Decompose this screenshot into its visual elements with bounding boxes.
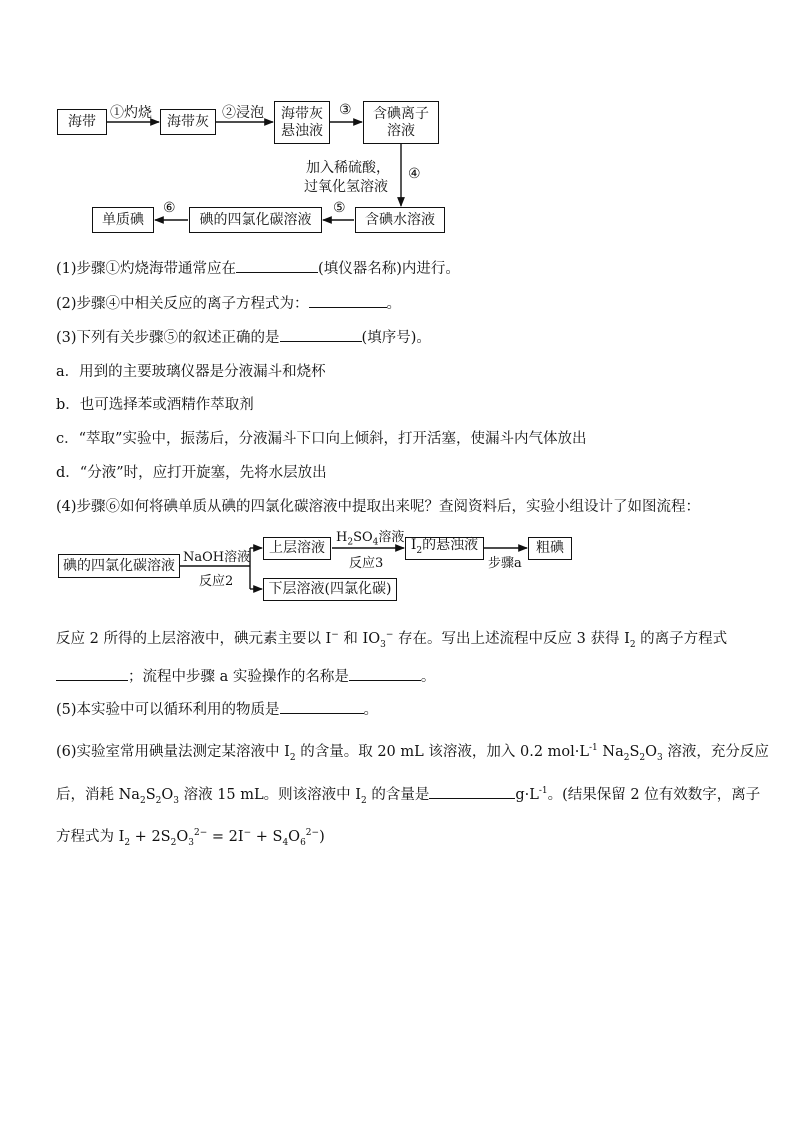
step3-label: ③ — [339, 102, 352, 118]
q6-blank[interactable] — [429, 784, 515, 799]
q6-l1a: (6)实验室常用碘量法测定某溶液中 I — [56, 744, 290, 760]
q6-l1-sub-i2: 2 — [289, 752, 296, 763]
q4b-sup2: − — [385, 630, 394, 641]
step1-label: ①灼烧 — [110, 105, 152, 121]
q2-post: 。 — [386, 296, 402, 312]
step-a-label: 步骤a — [488, 556, 522, 571]
box-danzhi — [92, 207, 154, 233]
q1-blank[interactable] — [236, 258, 318, 273]
q5-blank[interactable] — [280, 699, 364, 714]
q6-l2c: O — [161, 787, 174, 803]
box-lizi-l1: 含碘离子 — [373, 105, 429, 122]
q6-l3-sup1: 2− — [193, 828, 208, 839]
q6-l2-sub-o: 3 — [173, 795, 179, 806]
box-xuanzhuoye — [274, 101, 330, 144]
box-lower-label: 下层溶液(四氯化碳) — [268, 581, 392, 597]
box-cudian-label: 粗碘 — [536, 540, 564, 556]
option-c: c．“萃取”实验中，振荡后，分液漏斗下口向上倾斜，打开活塞，使漏斗内气体放出 — [56, 431, 587, 447]
h2so4-so: SO — [353, 530, 373, 545]
box-xuanzhuoye-l2: 悬浊液 — [281, 122, 323, 139]
q4b-t4: 的离子方程式 — [635, 631, 728, 647]
box-upper-label: 上层溶液 — [269, 540, 325, 556]
box-shuirongye — [355, 207, 445, 233]
q5-pre: (5)本实验中可以循环利用的物质是 — [56, 702, 280, 718]
step6-label: ⑥ — [163, 200, 176, 216]
q6-l2-sub-i2: 2 — [360, 795, 367, 806]
box-haidai-label: 海带 — [68, 113, 96, 130]
option-d: d．“分液”时，应打开旋塞，先将水层放出 — [56, 465, 327, 481]
q6-l1-sub-na: 2 — [623, 752, 630, 763]
q6-l3-sup3: 2− — [305, 828, 320, 839]
step5-label: ⑤ — [333, 200, 346, 216]
h2so4-tail: 溶液 — [378, 530, 405, 545]
q6-l2-sup: -1 — [538, 786, 548, 797]
q4b-sup1: − — [331, 630, 339, 641]
box-flow2-start — [58, 554, 180, 578]
q4b-t6: 。 — [420, 669, 436, 685]
q6-l2g: 。(结果保留 2 位有效数字，离子 — [547, 787, 761, 803]
h2so4-sub2: 2 — [347, 537, 354, 548]
q6-l3-sub-s1: 2 — [170, 837, 177, 848]
box-i2 — [405, 537, 484, 560]
q4b-t1: 反应 2 所得的上层溶液中，碘元素主要以 I — [56, 631, 332, 647]
option-b: b．也可选择苯或酒精作萃取剂 — [56, 397, 254, 413]
fy2-label: 反应2 — [199, 574, 234, 589]
q4-line: (4)步骤⑥如何将碘单质从碘的四氯化碳溶液中提取出来呢？查阅资料后，实验小组设计了如图流程： — [56, 499, 701, 515]
q4b-t3: 存在。写出上述流程中反应 3 获得 I — [393, 631, 630, 647]
box-flow2-start-label: 碘的四氯化碳溶液 — [63, 557, 175, 574]
q6-l3-sub-o6: 6 — [300, 837, 306, 848]
q6-l1-sub-o: 3 — [657, 752, 663, 763]
box-i2-sub: 2 — [416, 545, 423, 556]
q4b-line1 — [56, 627, 727, 650]
box-sicl-label: 碘的四氯化碳溶液 — [199, 211, 312, 228]
h2so4-sub4: 4 — [372, 537, 379, 548]
box-sicl — [189, 207, 322, 233]
q6-l2-sub-s: 2 — [155, 795, 162, 806]
box-upper — [263, 537, 331, 560]
q6-l3d: = 2I — [207, 829, 244, 845]
q6-l3e: + S — [251, 829, 283, 845]
q6-l1d: S — [629, 744, 640, 760]
q5-post: 。 — [363, 702, 379, 718]
q4b-t2: 和 IO — [338, 631, 381, 647]
q6-l3f: O — [288, 829, 301, 845]
box-lizi — [363, 101, 439, 144]
q6-l3-sub-o1: 3 — [188, 837, 194, 848]
q6-l2d: 溶液 15 mL。则该溶液中 I — [178, 787, 361, 803]
box-lower — [263, 578, 397, 601]
step4-label: ④ — [408, 166, 421, 182]
q4b-line2 — [56, 665, 435, 686]
q3-line — [56, 326, 431, 347]
box-danzhi-label: 单质碘 — [102, 211, 144, 228]
q6-l3-sup2: − — [243, 828, 252, 839]
step4-text-l2: 过氧化氢溶液 — [304, 179, 388, 195]
q6-line1 — [56, 740, 769, 763]
q6-l1f: 溶液，充分反应 — [662, 744, 769, 760]
fy3-label: 反应3 — [349, 556, 384, 571]
q6-l2b: S — [145, 787, 156, 803]
q6-l3-sub-s4: 4 — [282, 837, 289, 848]
box-xuanzhuoye-l1: 海带灰 — [281, 105, 323, 122]
q6-line3 — [56, 825, 325, 848]
q5-line — [56, 698, 378, 719]
q6-l2e: 的含量是 — [366, 787, 430, 803]
q6-l2f: g·L — [515, 787, 539, 803]
step2-label: ②浸泡 — [222, 105, 264, 121]
box-cudian — [528, 537, 572, 560]
q4b-blank2[interactable] — [349, 666, 421, 681]
box-i2-label — [411, 537, 478, 560]
q6-l1-sub-s: 2 — [639, 752, 646, 763]
q3-pre: (3)下列有关步骤⑤的叙述正确的是 — [56, 330, 280, 346]
q1-line — [56, 257, 460, 278]
q2-pre: (2)步骤④中相关反应的离子方程式为： — [56, 296, 309, 312]
q4b-sub3: 3 — [380, 639, 386, 650]
q6-l1c: Na — [597, 744, 624, 760]
q2-blank[interactable] — [309, 293, 387, 308]
q6-l3g: ) — [319, 829, 325, 845]
step4-text-l1: 加入稀硫酸， — [306, 160, 390, 176]
q4b-t5: ；流程中步骤 a 实验操作的名称是 — [128, 669, 349, 685]
q1-post: (填仪器名称)内进行。 — [318, 261, 460, 277]
q4b-sub2: 2 — [629, 639, 636, 650]
box-lizi-l2: 溶液 — [387, 122, 415, 139]
q6-l3-sub-i2: 2 — [124, 837, 131, 848]
box-i2-pre: I — [410, 537, 417, 554]
option-a: a．用到的主要玻璃仪器是分液漏斗和烧杯 — [56, 364, 326, 380]
q6-line2 — [56, 783, 760, 806]
q6-l1e: O — [645, 744, 658, 760]
naoh-label: NaOH溶液 — [183, 550, 251, 565]
q2-line — [56, 292, 401, 313]
q6-l3a: 方程式为 I — [56, 829, 125, 845]
q3-blank[interactable] — [280, 327, 362, 342]
h2so4-h: H — [336, 530, 348, 545]
box-haidaihui — [160, 109, 216, 135]
q3-post: (填序号)。 — [361, 330, 431, 346]
q4b-blank1[interactable] — [56, 666, 128, 681]
q6-l3c: O — [176, 829, 189, 845]
q6-l2a: 后，消耗 Na — [56, 787, 140, 803]
q1-pre: (1)步骤①灼烧海带通常应在 — [56, 261, 237, 277]
box-haidaihui-label: 海带灰 — [167, 113, 209, 130]
h2so4-label — [336, 526, 404, 548]
q6-l1-sup: -1 — [589, 743, 598, 754]
box-haidai — [57, 109, 107, 135]
q6-l3b: + 2S — [130, 829, 171, 845]
q6-l1b: 的含量。取 20 mL 该溶液，加入 0.2 mol·L — [295, 744, 590, 760]
q6-l2-sub-na: 2 — [139, 795, 146, 806]
box-shuirongye-label: 含碘水溶液 — [365, 211, 435, 228]
box-i2-post: 的悬浊液 — [422, 537, 479, 554]
